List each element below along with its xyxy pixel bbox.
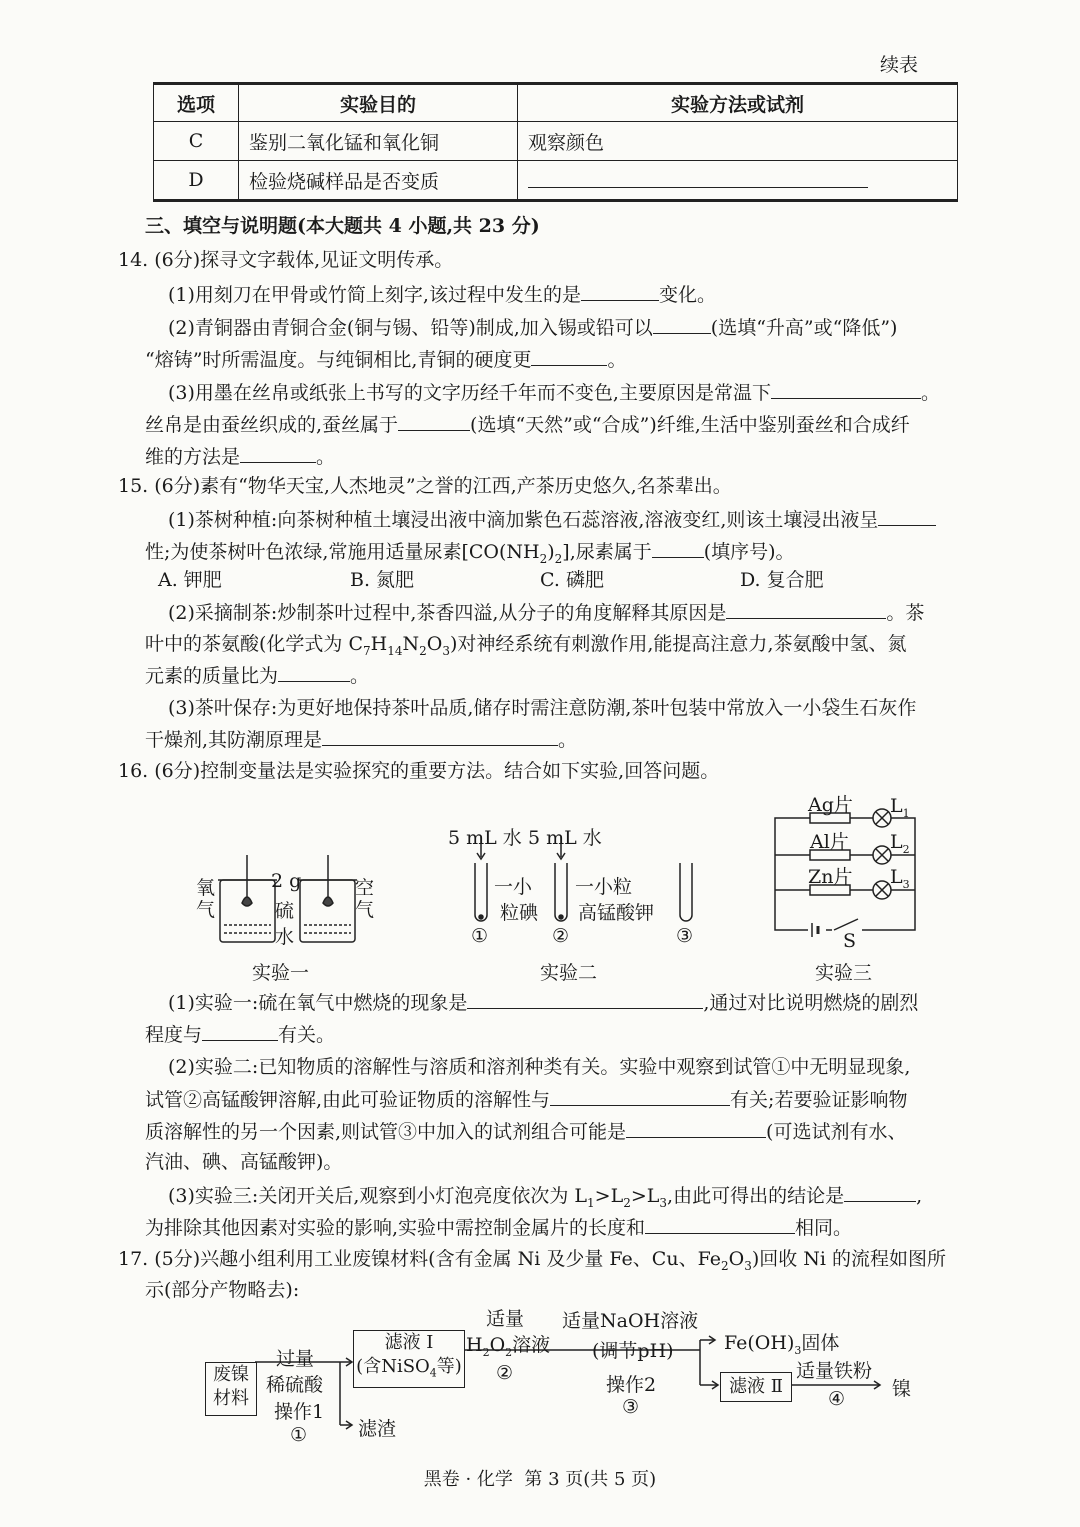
flow-step1-c: 操作1 [274, 1401, 325, 1423]
section-heading: 三、填空与说明题(本大题共 4 小题,共 23 分) [145, 215, 540, 237]
flow-step3-a: 适量NaOH溶液 [562, 1310, 699, 1332]
exp2-water2: 5 mL 水 [528, 827, 602, 849]
flow-step3-d: ③ [622, 1396, 640, 1418]
flow-step4-b: ④ [828, 1388, 846, 1410]
answer-blank[interactable] [844, 1181, 916, 1202]
q16-part2-f: 汽油、碘、高锰酸钾)。 [145, 1151, 343, 1173]
q15-part2-end: 元素的质量比为 。 [145, 661, 369, 690]
answer-blank[interactable] [652, 537, 704, 558]
q14-part2: (2)青铜器由青铜合金(铜与锡、铅等)制成,加入锡或铅可以 (选填“升高”或“降低”) [168, 313, 897, 342]
q17-stem: 17. (5分)兴趣小组利用工业废镍材料(含有金属 Ni 及少量 Fe、Cu、$Fe_2O_3$)回收 Ni 的流程如图所 [118, 1248, 947, 1273]
exp1-right-gas: 空气 [355, 877, 375, 921]
answer-blank[interactable] [202, 1020, 278, 1041]
flow-step2-c: ② [496, 1362, 514, 1384]
answer-blank[interactable] [550, 1085, 730, 1106]
flow-product: 镍 [892, 1378, 912, 1400]
q15-part3: (3)茶叶保存:为更好地保持茶叶品质,储存时需注意防潮,茶叶包装中常放入一小袋生石灰作 [168, 697, 917, 719]
row-purpose: 鉴别二氧化锰和氧化铜 [239, 122, 518, 161]
header-method: 实验方法或试剂 [518, 84, 958, 122]
answer-blank[interactable] [398, 410, 470, 431]
row-option: C [154, 122, 239, 161]
table-row [154, 122, 958, 161]
row-option: D [154, 161, 239, 201]
q17-stem-cont: 示(部分产物略去): [145, 1279, 300, 1301]
flow-step2-a: 适量 [486, 1308, 525, 1330]
exp3-label: 实验三 [815, 962, 873, 984]
answer-blank[interactable] [467, 988, 703, 1009]
exp3-l3-label: $L_3$ [890, 866, 910, 891]
q16-part2-b: 试管②高锰酸钾溶解,由此可验证物质的溶解性与 有关;若要验证影响物 [145, 1085, 907, 1114]
q16-part1-cont: 程度与 有关。 [145, 1020, 335, 1049]
q16-part2-d: 质溶解性的另一个因素,则试管③中加入的试剂组合可能是 (可选试剂有水、 [145, 1117, 906, 1146]
exp2-num2: ② [552, 925, 570, 947]
exp1-label: 实验一 [252, 962, 310, 984]
q16-part1: (1)实验一:硫在氧气中燃烧的现象是 ,通过对比说明燃烧的剧烈 [168, 988, 918, 1017]
q14-stem: 14. (6分)探寻文字载体,见证文明传承。 [118, 249, 454, 271]
q15-option-c[interactable]: C. 磷肥 [540, 569, 604, 591]
q15-option-d[interactable]: D. 复合肥 [740, 569, 824, 591]
q14-part2-cont: “熔铸”时所需温度。与纯铜相比,青铜的硬度更 。 [145, 345, 626, 374]
flow-step1-a: 过量 [276, 1348, 315, 1370]
exp3-l2-label: $L_2$ [890, 831, 910, 856]
header-purpose: 实验目的 [239, 84, 518, 122]
q15-part3-cont: 干燥剂,其防潮原理是 。 [145, 725, 577, 754]
q14-part1: (1)用刻刀在甲骨或竹简上刻字,该过程中发生的是 变化。 [168, 280, 716, 309]
q15-part2: (2)采摘制茶:炒制茶叶过程中,茶香四溢,从分子的角度解释其原因是 。茶 [168, 598, 924, 627]
exp2-num1: ① [471, 925, 489, 947]
answer-blank[interactable] [528, 167, 868, 188]
answer-blank[interactable] [240, 442, 316, 463]
flow-step1-b: 稀硫酸 [266, 1374, 324, 1396]
q16-stem: 16. (6分)控制变量法是实验探究的重要方法。结合如下实验,回答问题。 [118, 760, 720, 782]
exp3-ag-label: Ag片 [808, 794, 853, 816]
q14-part3-end: 维的方法是 。 [145, 442, 335, 471]
exp3-al-label: Al片 [810, 831, 849, 853]
flow-raw-box: 废镍 材料 [205, 1362, 257, 1416]
flow-step3-c: 操作2 [606, 1374, 657, 1396]
row-method: 观察颜色 [518, 122, 958, 161]
exp2-tube1-text1: 一小 [494, 876, 533, 898]
q16-part2: (2)实验二:已知物质的溶解性与溶质和溶剂种类有关。实验中观察到试管①中无明显现象, [168, 1056, 911, 1078]
row-purpose: 检验烧碱样品是否变质 [239, 161, 518, 201]
q14-part3: (3)用墨在丝帛或纸张上书写的文字历经千年而不变色,主要原因是常温下 。 [168, 378, 940, 407]
answer-blank[interactable] [278, 661, 350, 682]
answer-blank[interactable] [726, 598, 886, 619]
flow-step4-a: 适量铁粉 [796, 1360, 873, 1382]
exp3-switch-label: S [843, 930, 857, 952]
row-method-blank [518, 161, 958, 201]
q15-option-a[interactable]: A. 钾肥 [158, 569, 222, 591]
exp2-tube1-text2: 粒碘 [500, 902, 539, 924]
exp2-water1: 5 mL 水 [448, 827, 522, 849]
exp1-sulfur: 硫 [275, 900, 295, 922]
answer-blank[interactable] [878, 505, 936, 526]
header-option: 选项 [154, 84, 239, 122]
answer-blank[interactable] [645, 1213, 795, 1234]
q14-part3-cont: 丝帛是由蚕丝织成的,蚕丝属于 (选填“天然”或“合成”)纤维,生活中鉴别蚕丝和合成纤 [145, 410, 910, 439]
q15-part2-cont: 叶中的茶氨酸(化学式为 $C_7H_{14}N_2O_3$)对神经系统有刺激作用,能提高注意力,茶氨酸中氢、氮 [145, 633, 907, 658]
experiment-table [153, 82, 958, 202]
answer-blank[interactable] [581, 280, 659, 301]
flow-step1-d: ① [290, 1424, 308, 1446]
continued-label: 续表 [880, 54, 919, 76]
answer-blank[interactable] [771, 378, 921, 399]
q15-stem: 15. (6分)素有“物华天宝,人杰地灵”之誉的江西,产茶历史悠久,名茶辈出。 [118, 475, 732, 497]
flow-step2-b: $H_2O_2$溶液 [466, 1334, 551, 1359]
table-header-row [154, 84, 958, 122]
flow-filtrate2-box: 滤液 Ⅱ [720, 1372, 792, 1402]
flow-solid: $Fe(OH)_3$固体 [724, 1332, 840, 1357]
exp1-left-gas: 氧气 [196, 877, 216, 921]
exp3-l1-label: $L_1$ [890, 795, 910, 820]
answer-blank[interactable] [653, 313, 711, 334]
table-row [154, 161, 958, 201]
q16-part3: (3)实验三:关闭开关后,观察到小灯泡亮度依次为 $L_1>L_2>L_3$,由此可得出的结论是 , [168, 1181, 922, 1217]
flow-step3-b: (调节pH) [592, 1340, 674, 1362]
q15-part1-cont: 性;为使茶树叶色浓绿,常施用适量尿素$[CO(NH_2)_2]$,尿素属于 (填序号)。 [145, 537, 795, 573]
exp2-tube2-text1: 一小粒 [575, 876, 633, 898]
answer-blank[interactable] [322, 725, 558, 746]
exp1-water: 水 [275, 926, 295, 948]
exp2-label: 实验二 [540, 962, 598, 984]
flow-residue: 滤渣 [358, 1418, 397, 1440]
flow-filtrate1-box: 滤液 Ⅰ (含NiSO$_4$等) [353, 1330, 465, 1388]
exp2-num3: ③ [676, 925, 694, 947]
q15-option-b[interactable]: B. 氮肥 [350, 569, 415, 591]
exp1-mass: 2 g [271, 870, 302, 892]
q16-part3-cont: 为排除其他因素对实验的影响,实验中需控制金属片的长度和 相同。 [145, 1213, 852, 1242]
exp2-tube2-text2: 高锰酸钾 [578, 902, 655, 924]
exp3-zn-label: Zn片 [808, 866, 853, 888]
page-footer: 黑卷 · 化学 第 3 页(共 5 页) [423, 1469, 657, 1490]
answer-blank[interactable] [626, 1117, 766, 1138]
q15-part1: (1)茶树种植:向茶树种植土壤浸出液中滴加紫色石蕊溶液,溶液变红,则该土壤浸出液呈 [168, 505, 936, 534]
answer-blank[interactable] [531, 345, 607, 366]
